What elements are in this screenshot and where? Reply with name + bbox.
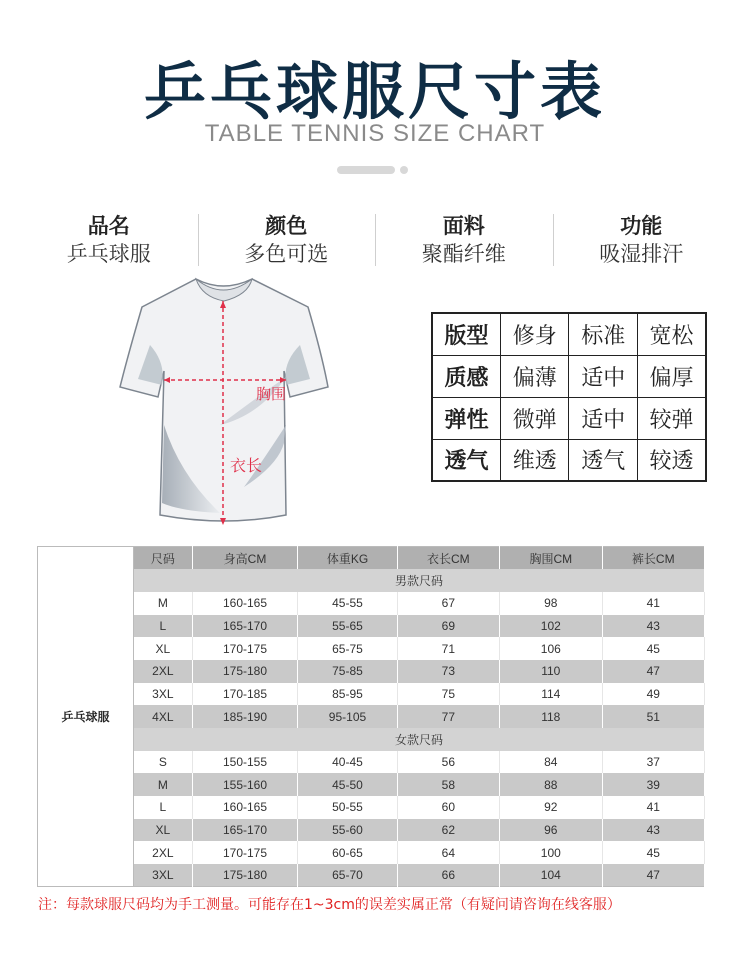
table-cell: 45-55	[298, 592, 397, 615]
table-row	[38, 796, 705, 819]
feel-cell: 维透	[501, 439, 569, 481]
table-cell: 150-155	[192, 751, 298, 774]
feel-row	[432, 397, 706, 439]
table-cell: 41	[602, 796, 704, 819]
table-row	[38, 615, 705, 638]
table-cell: 170-185	[192, 683, 298, 706]
table-cell: 37	[602, 751, 704, 774]
feel-cell: 偏薄	[501, 355, 569, 397]
length-label: 衣长	[230, 456, 263, 475]
feel-cell: 较透	[637, 439, 706, 481]
feel-cell: 适中	[569, 397, 637, 439]
attribute-value: 聚酯纤维	[421, 242, 506, 266]
feel-cell: 微弹	[501, 397, 569, 439]
table-cell: 67	[397, 592, 499, 615]
table-cell: 49	[602, 683, 704, 706]
table-cell: 43	[602, 615, 704, 638]
table-cell: 51	[602, 705, 704, 728]
table-cell: 114	[500, 683, 602, 706]
table-cell: 96	[500, 819, 602, 842]
column-header: 胸围CM	[500, 547, 602, 570]
table-row	[38, 841, 705, 864]
table-cell: 160-165	[192, 592, 298, 615]
feel-key: 弹性	[432, 397, 501, 439]
table-cell: XL	[134, 637, 193, 660]
size-group-label: 女款尺码	[134, 728, 705, 751]
table-row	[38, 592, 705, 615]
table-cell: 66	[397, 864, 499, 887]
attribute-label: 品名	[87, 214, 130, 238]
table-cell: 118	[500, 705, 602, 728]
table-cell: 3XL	[134, 864, 193, 887]
product-attributes	[20, 212, 730, 268]
column-header: 体重KG	[298, 547, 397, 570]
feel-cell: 较弹	[637, 397, 706, 439]
table-cell: 45	[602, 637, 704, 660]
table-cell: M	[134, 773, 193, 796]
attribute-value: 乒乓球服	[66, 242, 151, 266]
table-cell: 84	[500, 751, 602, 774]
table-cell: 62	[397, 819, 499, 842]
feel-cell: 偏厚	[637, 355, 706, 397]
page-subtitle: TABLE TENNIS SIZE CHART	[204, 120, 546, 147]
table-cell: 104	[500, 864, 602, 887]
table-cell: 45-50	[298, 773, 397, 796]
table-cell: 3XL	[134, 683, 193, 706]
attribute-value: 多色可选	[244, 242, 329, 266]
feel-key: 透气	[432, 439, 501, 481]
table-cell: 165-170	[192, 615, 298, 638]
feel-table	[431, 312, 707, 482]
table-cell: 155-160	[192, 773, 298, 796]
table-cell: L	[134, 615, 193, 638]
table-cell: 88	[500, 773, 602, 796]
table-row	[38, 751, 705, 774]
table-cell: 100	[500, 841, 602, 864]
attribute-label: 面料	[442, 214, 485, 238]
table-cell: 50-55	[298, 796, 397, 819]
column-header: 身高CM	[192, 547, 298, 570]
column-header: 裤长CM	[602, 547, 704, 570]
feel-cell: 透气	[569, 439, 637, 481]
table-cell: 98	[500, 592, 602, 615]
table-cell: M	[134, 592, 193, 615]
table-row	[38, 819, 705, 842]
feel-cell: 标准	[569, 313, 637, 355]
table-cell: XL	[134, 819, 193, 842]
table-row	[38, 705, 705, 728]
table-row	[38, 660, 705, 683]
table-cell: 160-165	[192, 796, 298, 819]
table-cell: 77	[397, 705, 499, 728]
attribute-color	[198, 212, 376, 268]
table-cell: 185-190	[192, 705, 298, 728]
table-cell: 165-170	[192, 819, 298, 842]
table-row	[38, 773, 705, 796]
table-cell: 2XL	[134, 841, 193, 864]
table-cell: 73	[397, 660, 499, 683]
table-cell: 40-45	[298, 751, 397, 774]
divider-bar	[337, 166, 395, 174]
table-cell: 41	[602, 592, 704, 615]
table-cell: 69	[397, 615, 499, 638]
attribute-function	[553, 212, 731, 268]
size-group-label: 男款尺码	[134, 569, 705, 592]
table-cell: 58	[397, 773, 499, 796]
table-cell: 55-65	[298, 615, 397, 638]
size-table-side-label: 乒乓球服	[38, 547, 134, 887]
size-group-row	[38, 569, 705, 592]
table-cell: 71	[397, 637, 499, 660]
table-cell: 175-180	[192, 864, 298, 887]
table-cell: 55-60	[298, 819, 397, 842]
table-cell: 75	[397, 683, 499, 706]
table-row	[38, 864, 705, 887]
table-cell: 92	[500, 796, 602, 819]
feel-row	[432, 355, 706, 397]
table-cell: 110	[500, 660, 602, 683]
feel-cell: 适中	[569, 355, 637, 397]
attribute-value: 吸湿排汗	[599, 242, 684, 266]
table-cell: 56	[397, 751, 499, 774]
feel-key: 版型	[432, 313, 501, 355]
table-cell: S	[134, 751, 193, 774]
column-header: 尺码	[134, 547, 193, 570]
feel-cell: 宽松	[637, 313, 706, 355]
table-cell: 60	[397, 796, 499, 819]
table-cell: L	[134, 796, 193, 819]
footnote: 注：每款球服尺码均为手工测量。可能存在1~3cm的误差实属正常（有疑问请咨询在线客服）	[38, 897, 621, 913]
feel-row	[432, 439, 706, 481]
table-cell: 65-70	[298, 864, 397, 887]
feel-key: 质感	[432, 355, 501, 397]
feel-row	[432, 313, 706, 355]
size-group-row	[38, 728, 705, 751]
table-cell: 75-85	[298, 660, 397, 683]
table-cell: 64	[397, 841, 499, 864]
table-cell: 102	[500, 615, 602, 638]
column-header: 衣长CM	[397, 547, 499, 570]
table-cell: 95-105	[298, 705, 397, 728]
table-cell: 45	[602, 841, 704, 864]
table-cell: 170-175	[192, 637, 298, 660]
attribute-label: 颜色	[265, 214, 308, 238]
size-header-row	[38, 547, 705, 570]
table-row	[38, 637, 705, 660]
chest-label: 胸围	[256, 385, 287, 403]
table-cell: 4XL	[134, 705, 193, 728]
table-cell: 2XL	[134, 660, 193, 683]
divider-dot	[400, 166, 408, 174]
attribute-fabric	[375, 212, 553, 268]
table-cell: 65-75	[298, 637, 397, 660]
table-cell: 60-65	[298, 841, 397, 864]
size-table	[37, 546, 705, 887]
table-cell: 43	[602, 819, 704, 842]
shirt-diagram	[110, 275, 350, 535]
table-cell: 106	[500, 637, 602, 660]
table-cell: 175-180	[192, 660, 298, 683]
attribute-label: 功能	[620, 214, 663, 238]
table-cell: 170-175	[192, 841, 298, 864]
table-cell: 47	[602, 660, 704, 683]
attribute-name	[20, 212, 198, 268]
table-row	[38, 683, 705, 706]
page-title: 乒乓球服尺寸表	[143, 55, 606, 128]
table-cell: 85-95	[298, 683, 397, 706]
shirt-icon	[120, 279, 328, 521]
table-cell: 39	[602, 773, 704, 796]
feel-cell: 修身	[501, 313, 569, 355]
table-cell: 47	[602, 864, 704, 887]
